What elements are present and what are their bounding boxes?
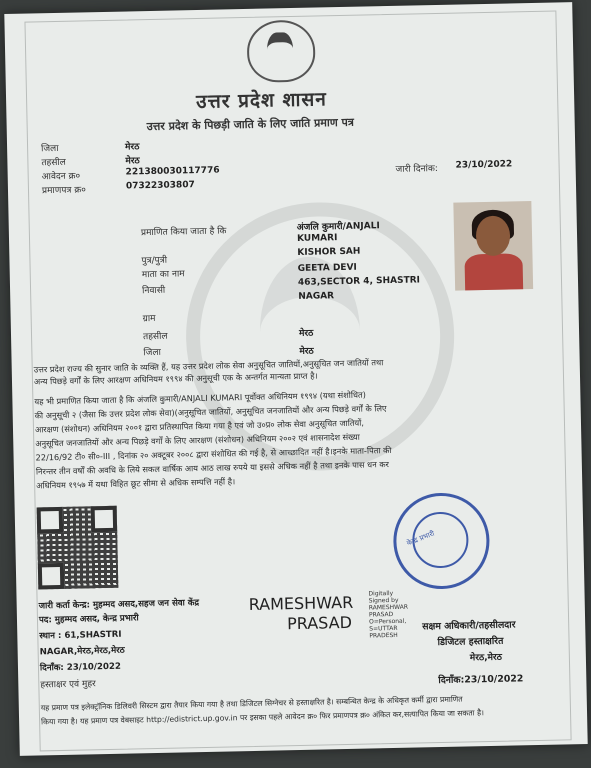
residence-label: निवासी — [142, 285, 166, 297]
issue-date-label: जारी दिनांक: — [395, 163, 439, 175]
applicant-tehsil-label: तहसील — [142, 331, 168, 343]
certificate-number-label: प्रमाणपत्र क्र० — [41, 185, 86, 197]
body-line-4: की अनुसूची २ (जैसा कि उत्तर प्रदेश लोक सेवा)(अनुसूचित जातियों, अनुसूचित जनजातियों और अन्य पिछड़े वर्गों के लिए — [34, 403, 387, 421]
body-line-7: 22/16/92 टी० सी०-III , दिनांक २० अक्टूबर २००८ द्वारा संशोधित की गई है, से आच्छादित नहीं है।इनके माता-पिता की — [35, 445, 392, 463]
tehsil-value: मेरठ — [125, 156, 140, 167]
applicant-district-label: जिला — [143, 347, 161, 359]
body-line-3: यह भी प्रमाणित किया जाता है कि अंजलि कुमारी/ANJALI KUMARI पूर्वोक्त अधिनियम १९९४ (यथा संशोधित) — [34, 389, 366, 407]
body-line-8: निरन्तर तीन वर्षों की अवधि के लिये सकल वार्षिक आय आठ लाख रुपये या इससे अधिक नहीं है तथा इनके पास धन कर — [35, 459, 390, 477]
applicant-name-line1: अंजलि कुमारी/ANJALI — [296, 221, 380, 233]
authority-digital: डिजिटल हस्ताक्षरित — [437, 635, 504, 649]
qr-code — [37, 506, 119, 590]
footer-line-2: किया गया है। यह प्रमाण पत्र वेबसाइट http://edistrict.up.gov.in पर इसका पहले आवेदन क्र० फिर प्रमाणपत्र क्र० अंकित कर,सत्यापित किया जा सकता है। — [41, 708, 485, 727]
body-line-6: अनुसूचित जनजातियों और अन्य पिछड़े वर्गों के लिए आरक्षण (संशोधन) अधिनियम २००२ एवं शासनादेश संख्या — [35, 431, 360, 449]
residence-line1: 463,SECTOR 4, SHASTRI — [297, 275, 421, 288]
tehsil-seal-icon: केन्द्र प्रभारी — [392, 492, 490, 590]
district-label: जिला — [41, 143, 59, 155]
footer-line-1: यह प्रमाण पत्र इलेक्ट्रॉनिक डिलिवरी सिस्टम द्वारा तैयार किया गया है तथा डिजिटल सिग्नेचर से हस्ताक्षरित है। सम्बन्धित केन्द्र के अधिकृत कर्मी द्वारा प्रमाणित — [40, 694, 463, 713]
up-govt-emblem-icon — [246, 20, 315, 83]
signer-name-line1: RAMESHWAR — [248, 592, 354, 615]
certificate-page — [4, 2, 587, 756]
district-value: मेरठ — [125, 142, 140, 153]
issuer-place-line1: स्थान : 61,SHASTRI — [39, 629, 122, 642]
village-label: ग्राम — [142, 313, 156, 325]
authority-title: सक्षम अधिकारी/तहसीलदार — [422, 619, 516, 633]
application-label: आवेदन क्र० — [41, 171, 81, 183]
parent-label: पुत्र/पुत्री — [141, 255, 168, 267]
parent-name: KISHOR SAH — [297, 246, 361, 258]
authority-place: मेरठ,मेरठ — [469, 652, 503, 664]
application-number: 221380030117776 — [125, 165, 220, 178]
body-line-2: अन्य पिछड़े वर्गों के लिए आरक्षण अधिनियम १९९४ की अनुसूची एक के अन्तर्गत मान्यता प्राप्त है। — [33, 370, 318, 387]
applicant-name-line2: KUMARI — [296, 233, 338, 244]
applicant-district-value: मेरठ — [299, 346, 314, 357]
applicant-tehsil-value: मेरठ — [298, 328, 314, 339]
issue-date: 23/10/2022 — [455, 159, 513, 171]
mother-name: GEETA DEVI — [297, 262, 357, 274]
sign-label: हस्ताक्षर एवं मुहर — [40, 679, 96, 691]
mother-label: माता का नाम — [141, 269, 185, 281]
issuer-post: पद: मुहम्मद असद, केन्द्र प्रभारी — [38, 613, 139, 626]
body-line-1: उत्तर प्रदेश राज्य की सुनार जाति के व्यक्ति हैं, यह उत्तर प्रदेश लोक सेवा अनुसूचित जातियों,अनुसूचित जन जातियों तथा — [33, 357, 384, 375]
tehsil-label: तहसील — [41, 157, 66, 169]
body-line-9: अधिनियम १९५७ में यथा विहित छूट सीमा से अधिक सम्पत्ति नहीं है। — [36, 476, 236, 491]
issuer-place-line2: NAGAR,मेरठ,मेरठ,मेरठ — [39, 645, 125, 658]
signer-name-line2: PRASAD — [286, 612, 353, 634]
authority-date: दिनाँक:23/10/2022 — [438, 673, 524, 687]
page-title: उत्तर प्रदेश शासन — [195, 88, 327, 114]
certificate-number: 07322303807 — [125, 180, 195, 192]
digital-signature-details: Digitally Signed by RAMESHWAR PRASAD O=Personal, S=UTTAR PRADESH — [368, 590, 409, 640]
applicant-photo — [453, 201, 533, 291]
certified-label: प्रमाणित किया जाता है कि — [140, 226, 227, 239]
issuer-center: जारी कर्ता केन्द्र: मुहम्मद असद,सहज जन सेवा केंद्र — [38, 598, 200, 612]
issuer-date: दिनाँक: 23/10/2022 — [39, 661, 122, 674]
residence-line2: NAGAR — [298, 291, 335, 302]
certificate-subtitle: उत्तर प्रदेश के पिछड़ी जाति के लिए जाति प्रमाण पत्र — [146, 115, 355, 134]
body-line-5: आरक्षण (संशोधन) अधिनियम २००१ द्वारा प्रतिस्थापित किया गया है एवं जो उ०प्र० लोक सेवा अनुसूचित जातियों, — [34, 417, 365, 435]
